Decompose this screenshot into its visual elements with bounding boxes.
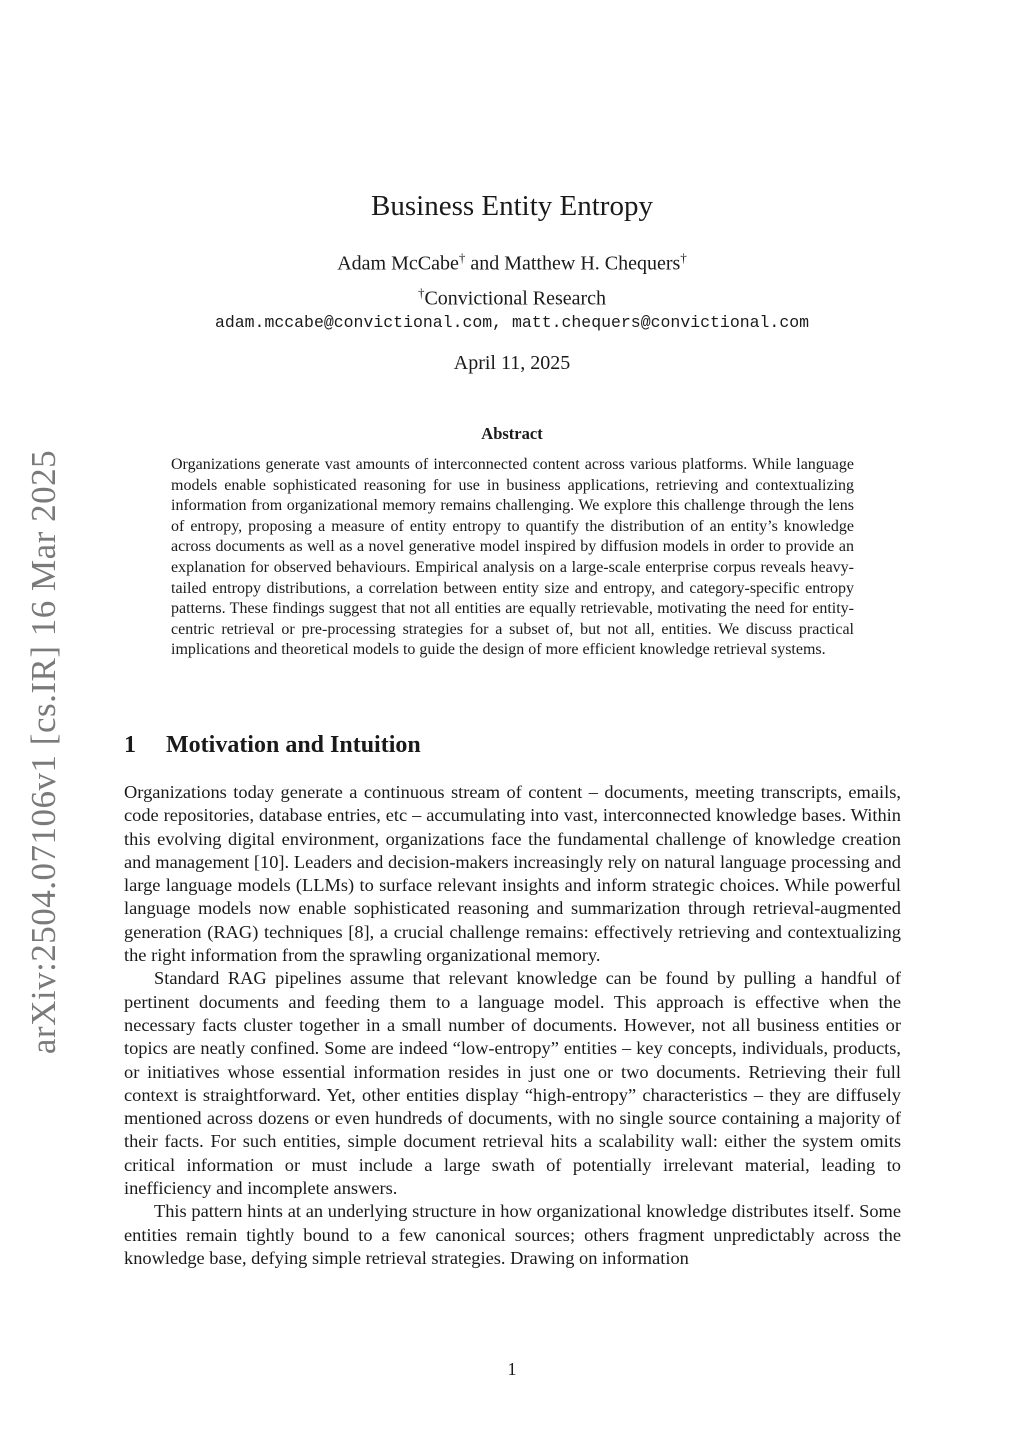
body-paragraph: Standard RAG pipelines assume that relevant knowledge can be found by pulling a handful of pertinent documents and feeding them to a language model. This approach is effective when the necessary facts cluster together in a small number of documents. However, not all business entities or topics are neatly confined. Some are indeed “low-entropy” entities – key concepts, individuals, products, or initiatives whose essential information resides in just one or two documents. Retrieving their full context is straightforward. Yet, other entities display “high-entropy” characteristics – they are diffusely mentioned across dozens or even hundreds of documents, with no single source containing a majority of their facts. For such entities, simple document retrieval hits a scalability wall: either the system omits critical information or must include a large swath of potentially irrelevant material, leading to inefficiency and incomplete answers. xyxy=(124,968,901,1199)
affiliation-name: Convictional Research xyxy=(424,287,607,310)
page-number: 1 xyxy=(507,1359,517,1379)
author-emails: adam.mccabe@convictional.com, matt.chequers@convictional.com xyxy=(214,313,810,332)
section-body xyxy=(124,781,901,1270)
section-number: 1 xyxy=(124,732,136,758)
section-heading xyxy=(124,732,421,759)
author-name: Matthew H. Chequers xyxy=(504,252,681,275)
affiliation-line xyxy=(0,285,1024,311)
author-conjunction: and xyxy=(465,252,505,275)
publication-date: April 11, 2025 xyxy=(453,352,571,374)
body-paragraph: This pattern hints at an underlying structure in how organizational knowledge distributes itself. Some entities remain tightly bound to a few canonical sources; others fragment unpredictably across the knowledge base, defying simple retrieval strategies. Drawing on information xyxy=(124,1201,901,1268)
body-paragraph: Organizations today generate a continuous stream of content – documents, meeting transcripts, emails, code repositories, database entries, etc – accumulating into vast, interconnected knowledge bases. Within this evolving digital environment, organizations face the fundamental challenge of knowledge creation and management [10]. Leaders and decision-makers increasingly rely on natural language processing and large language models (LLMs) to surface relevant insights and inform strategic choices. While powerful language models now enable sophisticated reasoning and summarization through retrieval-augmented generation (RAG) techniques [8], a crucial challenge remains: effectively retrieving and contextualizing the right information from the sprawling organizational memory. xyxy=(124,782,901,966)
abstract-text: Organizations generate vast amounts of interconnected content across various platforms. While language models enable sophisticated reasoning for use in business applications, retrieving and contextualizing information from organizational memory remains challenging. We explore this challenge through the lens of entropy, proposing a measure of entity entropy to quantify the distribution of an entity’s knowledge across documents as well as a novel generative model inspired by diffusion models in order to provide an explanation for observed behaviours. Empirical analysis on a large-scale enterprise corpus reveals heavy-tailed entropy distributions, a correlation between entity size and entropy, and category-specific entropy patterns. These findings suggest that not all entities are equally retrievable, motivating the need for entity-centric retrieval or pre-processing strategies for a subset of, but not all, entities. We discuss practical implications and theoretical models to guide the design of more efficient knowledge retrieval systems. xyxy=(171,456,854,659)
section-title: Motivation and Intuition xyxy=(166,732,421,758)
affiliation-marker: † xyxy=(680,250,687,265)
author-name: Adam McCabe xyxy=(337,252,459,275)
affiliation-marker: † xyxy=(458,250,466,265)
affiliation-marker: † xyxy=(417,285,425,300)
author-line xyxy=(0,250,1024,276)
arxiv-identifier: arXiv:2504.07106v1 [cs.IR] 16 Mar 2025 xyxy=(24,449,63,1055)
paper-title: Business Entity Entropy xyxy=(371,190,653,222)
abstract-heading: Abstract xyxy=(481,424,543,443)
